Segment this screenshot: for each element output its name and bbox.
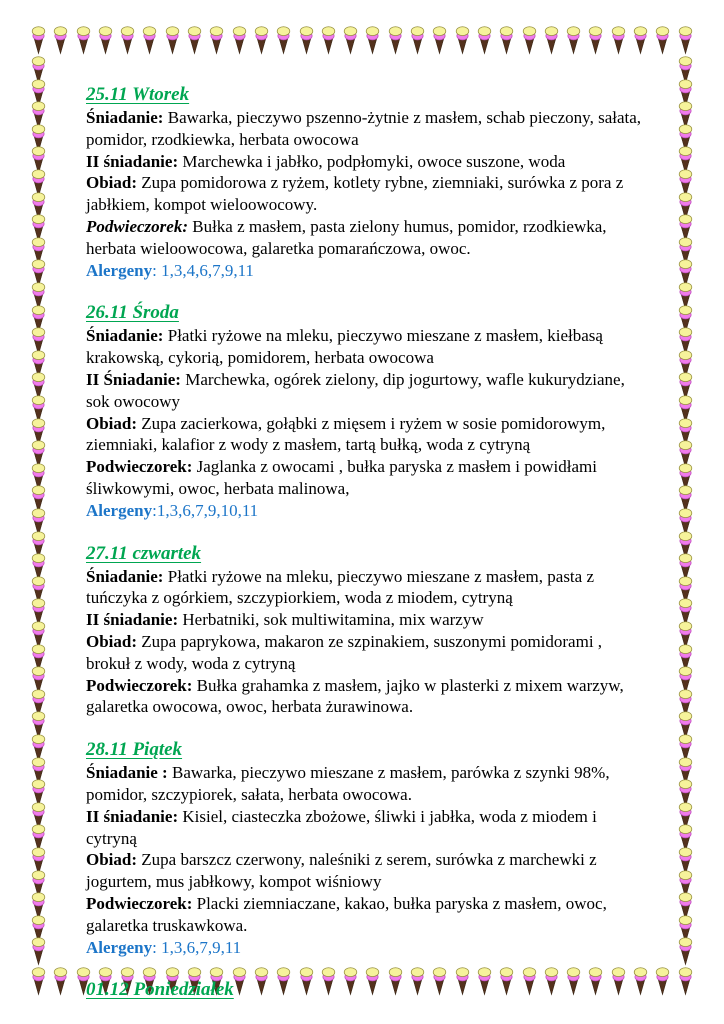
ice-cream-cone-icon [342, 26, 359, 55]
meal-line [86, 172, 642, 216]
meal-label: Podwieczorek: [86, 216, 188, 236]
ice-cream-cone-icon [498, 26, 515, 55]
ice-cream-cone-icon [298, 26, 315, 55]
meal-label: II śniadanie: [86, 151, 179, 171]
ice-cream-cone-icon [30, 937, 47, 966]
meal-line [86, 609, 642, 631]
menu-day-section [86, 84, 642, 281]
meal-label: Obiad: [86, 631, 138, 651]
meal-text: Placki ziemniaczane, kakao, bułka paryska z masłem, owoc, galaretka truskawkowa. [86, 893, 607, 935]
meal-line [86, 849, 642, 893]
ice-cream-cone-icon [565, 26, 582, 55]
meal-text: Bułka z masłem, pasta zielony humus, pomidor, rzodkiewka, herbata wieloowocowa, galaretka pomarańczowa, owoc. [86, 216, 607, 258]
ice-cream-cone-icon [587, 26, 604, 55]
meal-text: Płatki ryżowe na mleku, pieczywo mieszane z masłem, pasta z tuńczyka z ogórkiem, szczypiorkiem, woda z miodem, cytryną [86, 566, 594, 608]
ice-cream-cone-icon [654, 26, 671, 55]
allergens-line [86, 937, 642, 959]
meal-text: Bawarka, pieczywo mieszane z masłem, parówka z szynki 98%, pomidor, szczypiorek, sałata, herbata owocowa. [86, 763, 610, 804]
meal-text: Zupa zacierkowa, gołąbki z mięsem i ryżem w sosie pomidorowym, ziemniaki, kalafior z wody z masłem, tartą bułką, woda z cytryną [86, 413, 606, 455]
allergens-line [86, 500, 642, 522]
meal-line [86, 151, 642, 173]
meal-text: Bułka grahamka z masłem, jajko w plasterki z mixem warzyw, galaretka owocowa, owoc, herbata żurawinowa. [86, 675, 624, 717]
meal-line [86, 413, 642, 457]
day-heading: 27.11 czwartek [86, 542, 202, 564]
ice-cream-cone-icon [186, 26, 203, 55]
meal-text: Płatki ryżowe na mleku, pieczywo mieszane z masłem, kiełbasą krakowską, cykorią, pomidorem, herbata owocowa [86, 326, 603, 368]
ice-cream-cone-icon [275, 26, 292, 55]
meal-text: Jaglanka z owocami , bułka paryska z masłem i powidłami śliwkowymi, owoc, herbata malinowa, [86, 457, 597, 498]
ice-cream-cone-icon [610, 26, 627, 55]
allergens-label: Alergeny [86, 500, 153, 520]
ice-cream-cone-icon [97, 26, 114, 55]
ice-cream-cone-icon [208, 26, 225, 55]
meal-text: Marchewka, ogórek zielony, dip jogurtowy, wafle kukurydziane, sok owocowy [86, 369, 625, 411]
meal-line [86, 325, 642, 369]
day-heading: 28.11 Piątek [86, 739, 183, 761]
ice-cream-cone-icon [119, 26, 136, 55]
ice-cream-cone-icon [387, 26, 404, 55]
ice-cream-cone-icon [141, 26, 158, 55]
ice-cream-cone-icon [543, 26, 560, 55]
meal-text: Bawarka, pieczywo pszenno-żytnie z masłem, schab pieczony, sałata, pomidor, rzodkiewka, herbata owocowa [86, 108, 642, 149]
allergens-values: : 1,3,4,6,7,9,11 [152, 260, 254, 280]
meal-line [86, 566, 642, 610]
allergens-values: : 1,3,6,7,9,11 [152, 937, 242, 957]
menu-day-section [86, 979, 642, 1001]
meal-line [86, 675, 642, 719]
ice-cream-cone-icon [454, 26, 471, 55]
ice-cream-cone-icon [52, 967, 69, 996]
meal-line [86, 806, 642, 850]
ice-cream-cone-icon [253, 26, 270, 55]
meal-text: Zupa paprykowa, makaron ze szpinakiem, suszonymi pomidorami , brokuł z wody, woda z cytryną [86, 631, 603, 673]
menu-day-section [86, 302, 642, 521]
meal-label: Podwieczorek: [86, 893, 193, 913]
meal-label: Obiad: [86, 413, 138, 433]
allergens-line [86, 260, 642, 282]
ice-cream-cone-icon [654, 967, 671, 996]
meal-line [86, 369, 642, 413]
meal-label: Śniadanie: [86, 566, 164, 586]
meal-label: II śniadanie: [86, 610, 179, 630]
ice-cream-cone-icon [521, 26, 538, 55]
meal-text: Marchewka i jabłko, podpłomyki, owoce suszone, woda [178, 151, 566, 171]
meal-text: Zupa pomidorowa z ryżem, kotlety rybne, ziemniaki, surówka z pora z jabłkiem, kompot wieloowocowy. [86, 173, 624, 215]
meal-label: Śniadanie: [86, 108, 164, 127]
ice-cream-cone-icon [632, 26, 649, 55]
meal-label: Podwieczorek: [86, 675, 193, 695]
meal-line [86, 631, 642, 675]
meal-label: Podwieczorek: [86, 457, 193, 477]
meal-line [86, 107, 642, 151]
day-heading: 25.11 Wtorek [86, 84, 190, 105]
allergens-label: Alergeny [86, 937, 153, 957]
meal-label: Śniadanie : [86, 763, 168, 783]
ice-cream-cone-icon [52, 26, 69, 55]
meal-label: II Śniadanie: [86, 369, 181, 389]
day-heading: 01.12 Poniedziałek [86, 979, 234, 1001]
meal-label: Obiad: [86, 173, 138, 193]
ice-cream-cone-icon [431, 26, 448, 55]
day-heading: 26.11 Środa [86, 302, 179, 324]
border-left [30, 0, 47, 1024]
ice-cream-cone-icon [231, 26, 248, 55]
ice-cream-cone-icon [164, 26, 181, 55]
meal-line [86, 456, 642, 500]
ice-cream-cone-icon [677, 967, 694, 996]
allergens-values: :1,3,6,7,9,10,11 [152, 500, 259, 520]
allergens-label: Alergeny [86, 260, 153, 280]
meal-text: Zupa barszcz czerwony, naleśniki z serem, surówka z marchewki z jogurtem, mus jabłkowy, kompot wiśniowy [86, 850, 597, 892]
menu-day-section [86, 739, 642, 958]
meal-label: II śniadanie: [86, 806, 179, 826]
ice-cream-cone-icon [677, 937, 694, 966]
meal-line [86, 893, 642, 937]
ice-cream-cone-icon [75, 26, 92, 55]
border-right [677, 0, 694, 1024]
meal-label: Śniadanie: [86, 326, 164, 346]
ice-cream-cone-icon [320, 26, 337, 55]
meal-line [86, 216, 642, 260]
meal-label: Obiad: [86, 850, 138, 870]
border-top [30, 26, 694, 55]
meal-text: Herbatniki, sok multiwitamina, mix warzyw [178, 610, 484, 630]
ice-cream-cone-icon [409, 26, 426, 55]
meal-text: Kisiel, ciasteczka zbożowe, śliwki i jabłka, woda z miodem i cytryną [86, 806, 597, 848]
ice-cream-cone-icon [364, 26, 381, 55]
ice-cream-cone-icon [30, 967, 47, 996]
ice-cream-cone-icon [476, 26, 493, 55]
menu-day-section [86, 543, 642, 719]
menu-content [86, 84, 642, 1002]
meal-line [86, 762, 642, 806]
